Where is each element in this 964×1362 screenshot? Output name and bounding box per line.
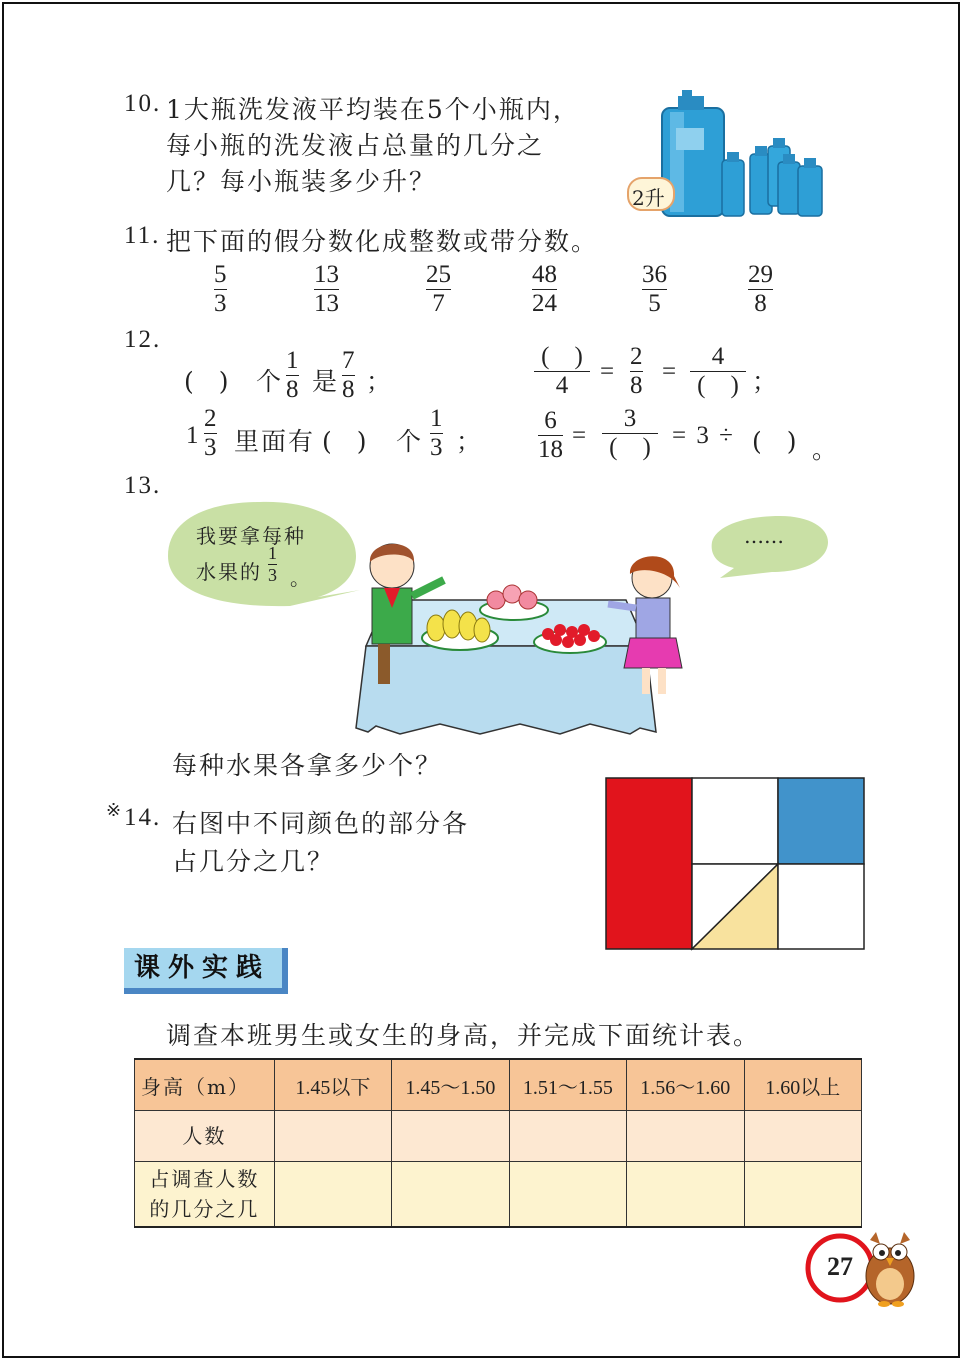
semicolon: ； bbox=[456, 427, 484, 456]
problem-14-line1: 右图中不同颜色的部分各 bbox=[172, 809, 470, 838]
owl-icon bbox=[866, 1232, 914, 1307]
equals-division: = 3 ÷ bbox=[672, 422, 735, 449]
equals-2: = bbox=[662, 358, 679, 385]
table-row-fraction bbox=[135, 1162, 862, 1228]
fraction-25-7: 25 7 bbox=[426, 261, 451, 317]
fraction-13-13: 13 13 bbox=[314, 261, 339, 317]
fraction-2-3: 2 3 bbox=[204, 405, 217, 461]
small-bottles bbox=[722, 138, 822, 216]
problem-12-number: 12. bbox=[124, 326, 162, 353]
equals-3: = bbox=[572, 422, 589, 449]
equals-1: = bbox=[600, 358, 617, 385]
semicolon: ； bbox=[752, 367, 780, 396]
period: 。 bbox=[812, 435, 840, 464]
problem-10-line1: 1大瓶洗发液平均装在5个小瓶内， bbox=[166, 95, 580, 124]
blue-part bbox=[778, 778, 864, 864]
fraction-5-3: 5 3 bbox=[214, 261, 227, 317]
fraction-29-8: 29 8 bbox=[748, 261, 773, 317]
page-number: 27 bbox=[827, 1252, 853, 1281]
table-cell[interactable] bbox=[274, 1111, 391, 1162]
table-cell[interactable] bbox=[744, 1111, 861, 1162]
table-cell[interactable] bbox=[392, 1162, 509, 1228]
row-label-count: 人数 bbox=[135, 1111, 275, 1162]
section-instruction: 调查本班男生或女生的身高，并完成下面统计表。 bbox=[166, 1021, 761, 1050]
table-cell[interactable] bbox=[274, 1162, 391, 1228]
colored-square-diagram bbox=[605, 777, 865, 951]
header-col-4: 1.56～1.60 bbox=[627, 1059, 744, 1111]
problem-11-number: 11. bbox=[124, 222, 161, 249]
problem-13-question: 每种水果各拿多少个？ bbox=[172, 751, 443, 780]
table-cell[interactable] bbox=[509, 1162, 626, 1228]
fraction-2-8: 2 8 bbox=[630, 343, 643, 399]
header-col-5: 1.60以上 bbox=[744, 1059, 861, 1111]
table-cell[interactable] bbox=[627, 1162, 744, 1228]
fraction-3-blank: 3 ( ) bbox=[602, 406, 658, 461]
problem-13-number: 13. bbox=[124, 472, 162, 499]
problem-11-text: 把下面的假分数化成整数或带分数。 bbox=[166, 227, 599, 256]
problem-10-line3: 几？每小瓶装多少升？ bbox=[166, 167, 437, 196]
left-bubble-line2: 水果的 bbox=[196, 560, 262, 584]
height-statistics-table bbox=[134, 1058, 862, 1228]
left-bubble-line1: 我要拿每种 bbox=[196, 524, 306, 548]
white-square-bottom bbox=[778, 864, 864, 949]
fraction-1-8: 1 8 bbox=[286, 347, 299, 403]
mixed-number-whole: 1 bbox=[186, 422, 201, 449]
row-label-fraction: 占调查人数 的几分之几 bbox=[135, 1162, 275, 1228]
section-title: 课外实践 bbox=[124, 948, 288, 994]
problem-10-line2: 每小瓶的洗发液占总量的几分之 bbox=[166, 131, 545, 160]
tablecloth bbox=[356, 646, 656, 734]
bubble-fraction-1-3: 1 3 bbox=[268, 543, 277, 585]
table-cell[interactable] bbox=[509, 1111, 626, 1162]
bottle-label: 2升 bbox=[632, 186, 665, 210]
red-part bbox=[606, 778, 692, 949]
fraction-4-blank: 4 ( ) bbox=[690, 344, 746, 399]
left-speech-bubble bbox=[168, 502, 360, 606]
table-cell[interactable] bbox=[392, 1111, 509, 1162]
fraction-blank-4: ( ) 4 bbox=[534, 344, 590, 399]
blank-paren: ( ) bbox=[184, 367, 229, 396]
fraction-48-24: 48 24 bbox=[532, 261, 557, 317]
table-cell[interactable] bbox=[627, 1111, 744, 1162]
white-square-top bbox=[692, 778, 778, 864]
challenge-mark: ※ bbox=[106, 800, 122, 821]
right-bubble-ellipsis: …… bbox=[744, 524, 784, 548]
fraction-1-3: 1 3 bbox=[430, 405, 443, 461]
blank-paren: ( ) bbox=[752, 427, 797, 456]
problem-10-number: 10. bbox=[124, 90, 162, 117]
table-cell[interactable] bbox=[744, 1162, 861, 1228]
header-col-1: 1.45以下 bbox=[274, 1059, 391, 1111]
problem-14-number: 14. bbox=[124, 804, 162, 831]
problem-14-line2: 占几分之几？ bbox=[172, 847, 335, 876]
text-ge: 个 bbox=[396, 427, 424, 456]
table-row-count bbox=[135, 1111, 862, 1162]
header-col-3: 1.51～1.55 bbox=[509, 1059, 626, 1111]
fraction-7-8: 7 8 bbox=[342, 347, 355, 403]
text-shi: 是 bbox=[312, 367, 340, 396]
header-height: 身高（m） bbox=[135, 1059, 275, 1111]
blank-paren: ( ) bbox=[322, 427, 367, 456]
table-header-row bbox=[135, 1059, 862, 1111]
text-ge: 个 bbox=[256, 367, 284, 396]
left-bubble-period: 。 bbox=[290, 566, 310, 590]
text-limian-you: 里面有 bbox=[234, 427, 316, 456]
fraction-36-5: 36 5 bbox=[642, 261, 667, 317]
semicolon: ； bbox=[366, 367, 394, 396]
fraction-6-18: 6 18 bbox=[538, 407, 563, 463]
header-col-2: 1.45～1.50 bbox=[392, 1059, 509, 1111]
